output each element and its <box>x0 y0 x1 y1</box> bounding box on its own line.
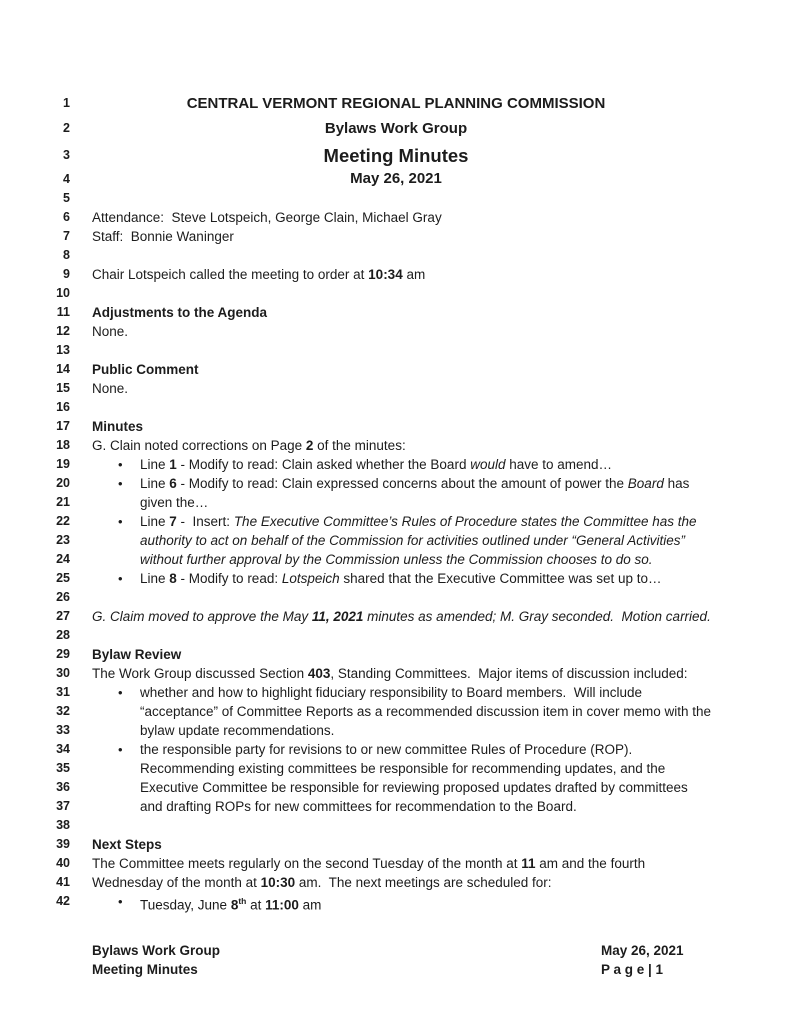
text-run: Attendance: Steve Lotspeich, George Clain, Michael Gray <box>92 210 442 225</box>
text-run: at <box>246 897 266 913</box>
footer-page-number: P a g e | 1 <box>601 962 664 977</box>
line-number: 15 <box>56 381 70 395</box>
line-number: 36 <box>56 780 70 794</box>
line-number: 3 <box>63 148 70 162</box>
line-number: 1 <box>63 96 70 110</box>
bullet-item <box>0 683 791 702</box>
line-number: 33 <box>56 723 70 737</box>
line-number: 27 <box>56 609 70 623</box>
bullet-continuation <box>0 721 791 740</box>
bullet-item <box>0 569 791 588</box>
line-number: 7 <box>63 229 70 243</box>
text-run: Board <box>627 476 664 491</box>
bullet-item <box>0 892 791 915</box>
line-number: 41 <box>56 875 70 889</box>
text-run: has <box>663 476 690 491</box>
line-number: 38 <box>56 818 70 832</box>
blank-line <box>0 284 791 303</box>
text-run: None. <box>92 324 129 339</box>
text-run: whether and how to highlight fiduciary responsibility to Board members. Will include <box>140 685 642 700</box>
line-number: 5 <box>63 191 70 205</box>
line-number: 35 <box>56 761 70 775</box>
line-number: 8 <box>63 248 70 262</box>
blank-line <box>0 588 791 607</box>
doc-line <box>0 436 791 455</box>
blank-line <box>0 341 791 360</box>
text-run: Recommending existing committees be responsible for recommending updates, and the <box>140 761 666 776</box>
line-number: 14 <box>56 362 70 376</box>
line-number: 20 <box>56 476 70 490</box>
text-run: Staff: Bonnie Waninger <box>92 229 234 244</box>
text-run: The Work Group discussed Section <box>92 666 308 681</box>
blank-line <box>0 246 791 265</box>
text-run: G. Clain noted corrections on Page <box>92 438 306 453</box>
doc-line <box>0 873 791 892</box>
text-run: Meeting Minutes <box>323 145 469 166</box>
text-run: Line <box>140 514 170 529</box>
line-number: 32 <box>56 704 70 718</box>
text-run: None. <box>92 381 129 396</box>
bullet-icon: • <box>118 514 123 529</box>
text-run: , Standing Committees. Major items of discussion included: <box>330 666 688 681</box>
doc-line <box>0 854 791 873</box>
text-run: 10:30 <box>260 875 296 890</box>
text-run: Lotspeich <box>281 571 340 586</box>
doc-line <box>0 607 791 626</box>
minutes-body <box>0 92 791 915</box>
text-run: 7 <box>169 514 177 529</box>
line-number: 18 <box>56 438 70 452</box>
text-run: 6 <box>169 476 177 491</box>
text-run: shared that the Executive Committee was set up to… <box>339 571 662 586</box>
doc-line <box>0 379 791 398</box>
line-number: 25 <box>56 571 70 585</box>
text-run: Bylaw Review <box>92 647 182 662</box>
blank-line <box>0 189 791 208</box>
text-run: of the minutes: <box>313 438 406 453</box>
text-run: May 26, 2021 <box>350 170 442 187</box>
doc-line <box>0 265 791 284</box>
blank-line <box>0 398 791 417</box>
line-number: 4 <box>63 172 70 186</box>
text-run: Executive Committee be responsible for reviewing proposed updates drafted by committees <box>140 780 688 795</box>
text-run: 11:00 <box>265 897 299 913</box>
line-number: 29 <box>56 647 70 661</box>
line-number: 9 <box>63 267 70 281</box>
line-number: 39 <box>56 837 70 851</box>
bullet-icon: • <box>118 894 123 909</box>
text-run: minutes as amended; M. Gray seconded. Motion carried. <box>363 609 711 624</box>
text-run: bylaw update recommendations. <box>140 723 335 738</box>
bullet-continuation <box>0 493 791 512</box>
bullet-icon: • <box>118 457 123 472</box>
blank-line <box>0 816 791 835</box>
text-run: the responsible party for revisions to or new committee Rules of Procedure (ROP). <box>140 742 633 757</box>
text-run: 1 <box>169 457 177 472</box>
line-number: 16 <box>56 400 70 414</box>
bullet-item <box>0 455 791 474</box>
text-run: Adjustments to the Agenda <box>92 305 268 320</box>
line-number: 26 <box>56 590 70 604</box>
line-number: 31 <box>56 685 70 699</box>
text-run: The Committee meets regularly on the second Tuesday of the month at <box>92 856 522 871</box>
footer-group-name: Bylaws Work Group <box>92 943 221 958</box>
text-run: am <box>298 897 322 913</box>
line-number: 10 <box>56 286 70 300</box>
text-run: 10:34 <box>368 267 403 282</box>
section-heading <box>0 303 791 322</box>
text-run: Minutes <box>92 419 144 434</box>
text-run: 2 <box>305 438 314 453</box>
footer-doc-type: Meeting Minutes <box>92 962 198 977</box>
text-run: am <box>402 267 426 282</box>
text-run: - Modify to read: Clain asked whether the Board <box>176 457 471 472</box>
text-run: Public Comment <box>92 362 199 377</box>
doc-line <box>0 227 791 246</box>
text-run: 403 <box>307 666 331 681</box>
bullet-continuation <box>0 778 791 797</box>
bullet-item <box>0 740 791 759</box>
text-run: given the… <box>140 495 209 510</box>
text-run: would <box>470 457 506 472</box>
doc-line <box>0 322 791 341</box>
section-heading <box>0 360 791 379</box>
line-number: 6 <box>63 210 70 224</box>
line-number: 30 <box>56 666 70 680</box>
text-run: Chair Lotspeich called the meeting to order at <box>92 267 369 282</box>
line-number: 42 <box>56 894 70 908</box>
text-run: 11 <box>521 856 536 871</box>
line-number: 12 <box>56 324 70 338</box>
text-run: - Insert: <box>176 514 234 529</box>
doc-line <box>0 208 791 227</box>
bullet-continuation <box>0 550 791 569</box>
text-run: have to amend… <box>505 457 613 472</box>
bullet-item <box>0 474 791 493</box>
bullet-item <box>0 512 791 531</box>
bullet-continuation <box>0 531 791 550</box>
text-run: without further approval by the Commission unless the Commission chooses to do so. <box>140 552 653 567</box>
line-number: 28 <box>56 628 70 642</box>
text-run: Wednesday of the month at <box>92 875 261 890</box>
text-run: authority to act on behalf of the Commission for activities outlined under “General Activities” <box>140 533 686 548</box>
footer-right <box>601 941 684 979</box>
text-run: Bylaws Work Group <box>324 120 468 137</box>
footer-left <box>92 941 220 979</box>
line-number: 24 <box>56 552 70 566</box>
text-run: Line <box>140 571 170 586</box>
text-run: CENTRAL VERMONT REGIONAL PLANNING COMMISSION <box>186 95 606 112</box>
text-run: am. The next meetings are scheduled for: <box>295 875 552 890</box>
text-run: - Modify to read: <box>176 571 282 586</box>
bullet-continuation <box>0 759 791 778</box>
footer-date: May 26, 2021 <box>601 943 684 958</box>
line-number: 11 <box>56 305 70 319</box>
line-number: 19 <box>56 457 70 471</box>
text-run: 8 <box>230 897 239 913</box>
text-run: - Modify to read: Clain expressed concerns about the amount of power the <box>176 476 628 491</box>
doc-date <box>0 169 791 189</box>
line-number: 34 <box>56 742 70 756</box>
bullet-icon: • <box>118 571 123 586</box>
text-run: Line <box>140 476 170 491</box>
line-number: 13 <box>56 343 70 357</box>
text-run: and drafting ROPs for new committees for recommendation to the Board. <box>140 799 577 814</box>
line-number: 40 <box>56 856 70 870</box>
doc-line <box>0 664 791 683</box>
bullet-continuation <box>0 797 791 816</box>
doc-title <box>0 92 791 115</box>
section-heading <box>0 417 791 436</box>
text-run: Line <box>140 457 170 472</box>
doc-heading-minutes <box>0 142 791 169</box>
text-run: The Executive Committee’s Rules of Procedure states the Committee has the <box>233 514 697 529</box>
line-number: 37 <box>56 799 70 813</box>
text-run: 11, 2021 <box>311 609 364 624</box>
line-number: 22 <box>56 514 70 528</box>
bullet-icon: • <box>118 742 123 757</box>
text-run: Tuesday, June <box>140 897 231 913</box>
doc-subtitle <box>0 115 791 142</box>
section-heading <box>0 645 791 664</box>
line-number: 21 <box>56 495 70 509</box>
line-number: 17 <box>56 419 70 433</box>
text-run: th <box>238 896 247 906</box>
line-number: 2 <box>63 121 70 135</box>
section-heading <box>0 835 791 854</box>
text-run: am and the fourth <box>535 856 646 871</box>
text-run: G. Claim moved to approve the May <box>92 609 312 624</box>
blank-line <box>0 626 791 645</box>
bullet-icon: • <box>118 476 123 491</box>
text-run: Next Steps <box>92 837 162 852</box>
bullet-continuation <box>0 702 791 721</box>
text-run: “acceptance” of Committee Reports as a recommended discussion item in cover memo with the <box>140 704 711 719</box>
line-number: 23 <box>56 533 70 547</box>
bullet-icon: • <box>118 685 123 700</box>
text-run: 8 <box>169 571 177 586</box>
